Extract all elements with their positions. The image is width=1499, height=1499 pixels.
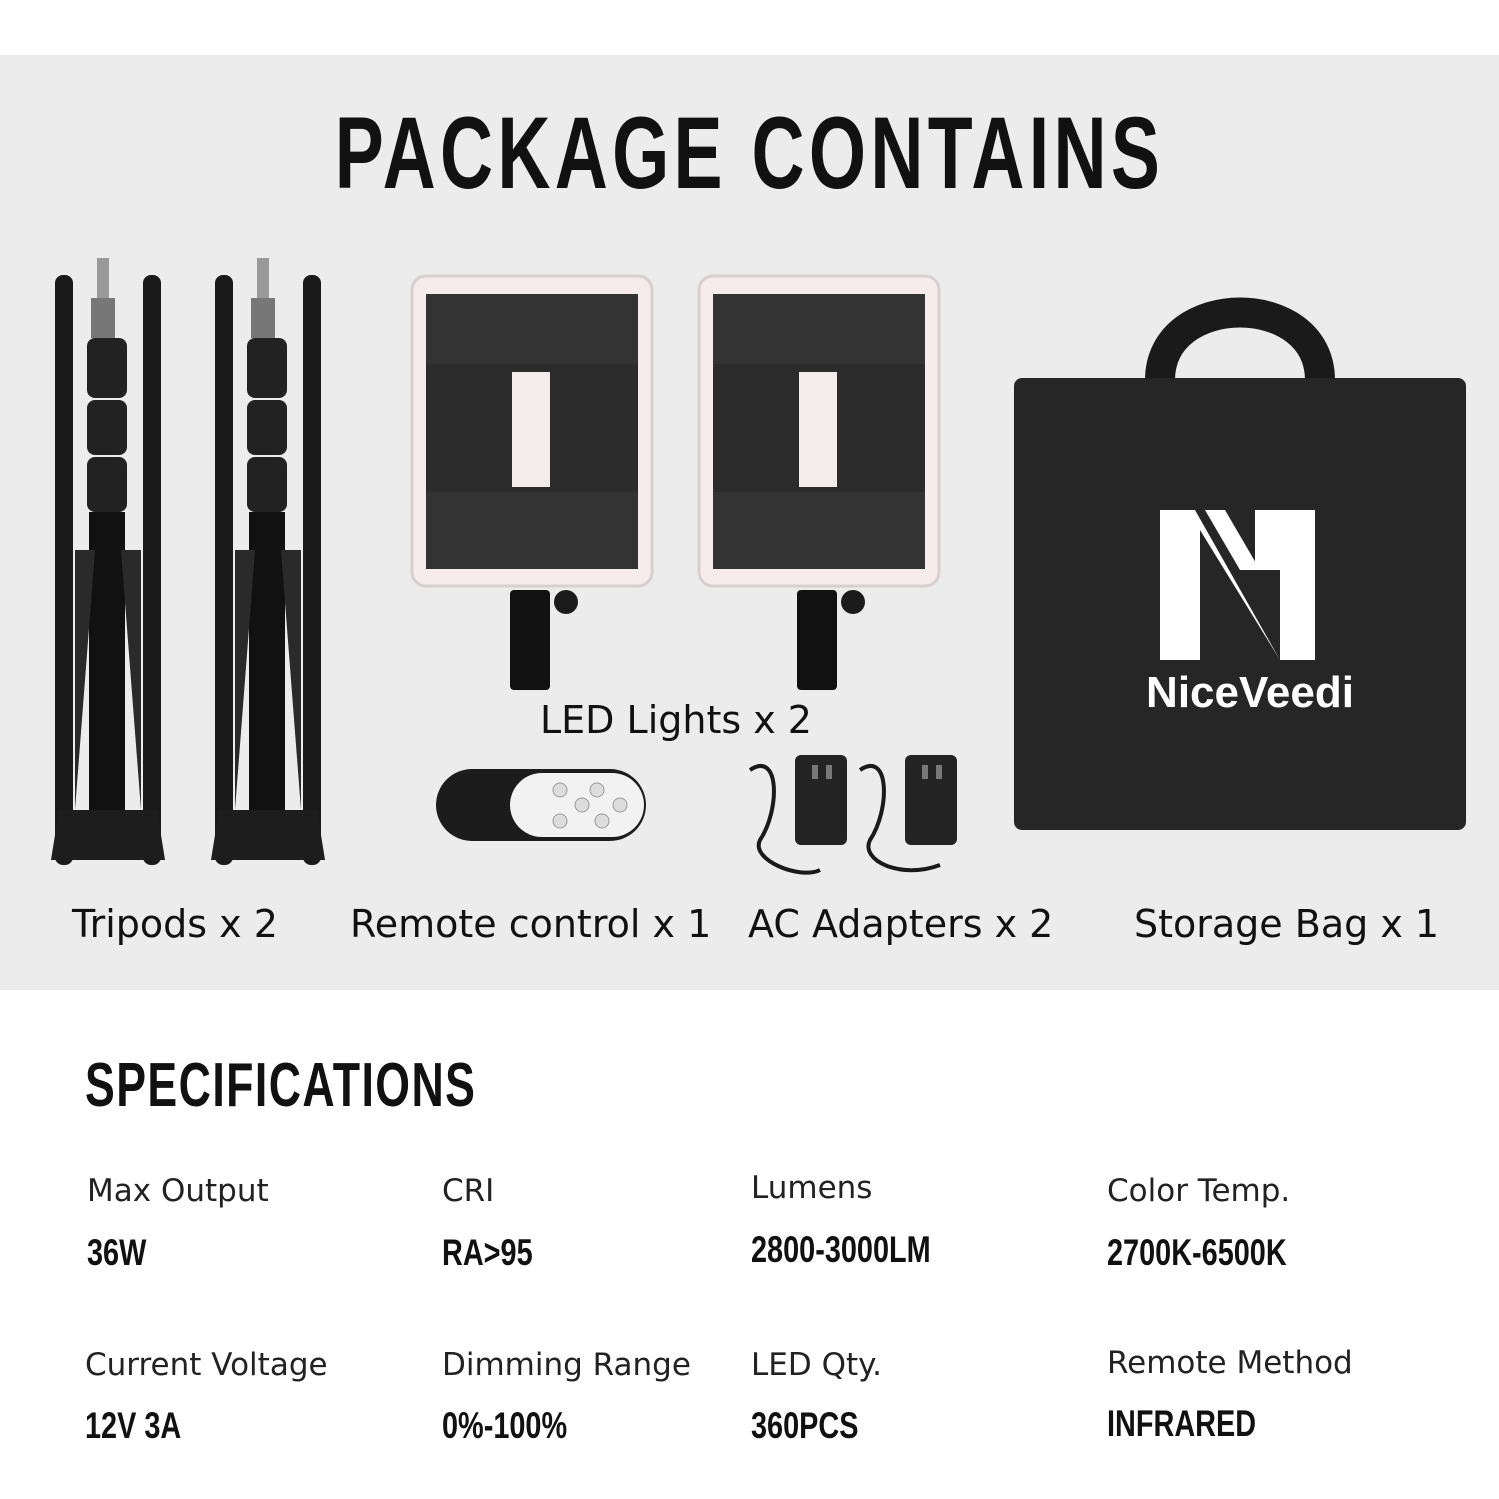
tripod-2 [211, 258, 325, 865]
spec-label: LED Qty. [751, 1347, 882, 1383]
tripod-1 [51, 258, 165, 865]
spec-label: Lumens [751, 1170, 873, 1206]
led-light-2 [699, 276, 939, 690]
spec-label: CRI [442, 1173, 495, 1209]
spec-value: 2700K-6500K [1107, 1232, 1287, 1273]
brand-name: NiceVeedi [1146, 668, 1354, 717]
spec-value: 12V 3A [85, 1405, 182, 1446]
spec-label: Color Temp. [1107, 1173, 1291, 1209]
remote-label: Remote control x 1 [350, 902, 712, 946]
spec-value: RA>95 [442, 1232, 533, 1273]
adapters-label: AC Adapters x 2 [748, 902, 1054, 946]
specifications-heading: SPECIFICATIONS [85, 1051, 477, 1120]
spec-value: 360PCS [751, 1405, 859, 1446]
remote-control-image [432, 765, 652, 845]
led-light-1 [412, 276, 652, 690]
package-title: PACKAGE CONTAINS [334, 96, 1165, 210]
spec-label: Current Voltage [85, 1347, 328, 1383]
spec-value: 0%-100% [442, 1405, 568, 1446]
spec-label: Dimming Range [442, 1347, 691, 1383]
spec-value: INFRARED [1107, 1403, 1257, 1444]
spec-value: 2800-3000LM [751, 1229, 931, 1270]
led-lights-label: LED Lights x 2 [540, 698, 812, 742]
tripods-label: Tripods x 2 [72, 902, 278, 946]
tripods-image [45, 250, 345, 880]
spec-label: Max Output [87, 1173, 269, 1209]
ac-adapters-image [740, 750, 980, 890]
spec-label: Remote Method [1107, 1345, 1353, 1381]
led-lights-image [408, 272, 943, 702]
spec-value: 36W [87, 1232, 147, 1273]
storage-bag-label: Storage Bag x 1 [1134, 902, 1440, 946]
storage-bag-image [1010, 270, 1470, 835]
bag-handle [1160, 313, 1320, 381]
